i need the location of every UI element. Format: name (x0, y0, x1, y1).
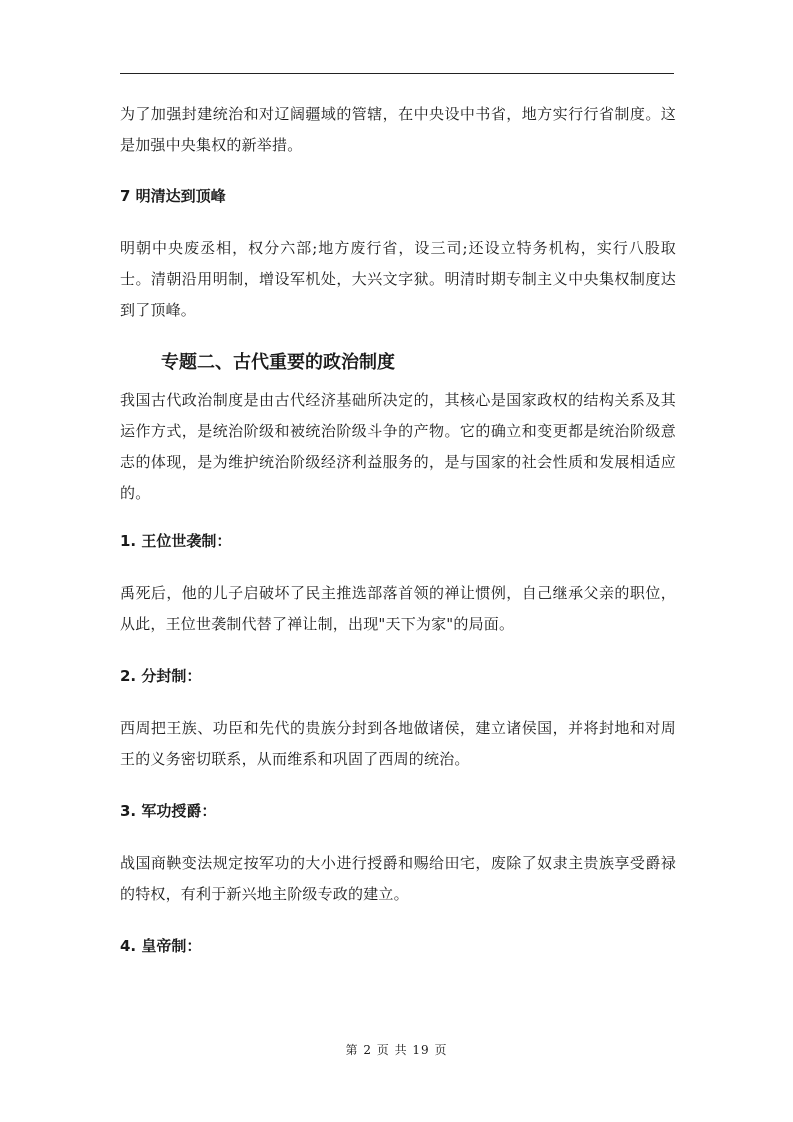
page-number-footer: 第 2 页 共 19 页 (345, 1043, 448, 1057)
paragraph-ming-qing-centralization: 明朝中央废丞相，权分六部;地方废行省，设三司;还设立特务机构，实行八股取士。清朝沿用明制，增设军机处，大兴文字狱。明清时期专制主义中央集权制度达到了顶峰。 (120, 239, 676, 319)
header-rule (120, 73, 674, 74)
heading-enfeoffment: 2. 分封制： (120, 667, 202, 685)
paragraph-hereditary-throne: 禹死后，他的儿子启破坏了民主推选部落首领的禅让惯例，自己继承父亲的职位，从此，王位世袭制代替了禅让制，出现"天下为家"的局面。 (120, 584, 676, 633)
heading-emperor-system: 4. 皇帝制： (120, 937, 202, 955)
paragraph-yuan-province-system: 为了加强封建统治和对辽阔疆域的管辖，在中央设中书省，地方实行行省制度。这是加强中央集权的新举措。 (120, 105, 676, 154)
heading-hereditary-throne: 1. 王位世袭制： (120, 532, 232, 550)
heading-ming-qing-peak: 7 明清达到顶峰 (120, 187, 226, 205)
paragraph-political-system-intro: 我国古代政治制度是由古代经济基础所决定的，其核心是国家政权的结构关系及其运作方式，是统治阶级和被统治阶级斗争的产物。它的确立和变更都是统治阶级意志的体现，是为维护统治阶级经济利益服务的，是与国家的社会性质和发展相适应的。 (120, 391, 676, 502)
paragraph-enfeoffment: 西周把王族、功臣和先代的贵族分封到各地做诸侯，建立诸侯国，并将封地和对周王的义务密切联系，从而维系和巩固了西周的统治。 (120, 719, 676, 768)
section-title-political-systems: 专题二、古代重要的政治制度 (161, 352, 395, 373)
heading-military-merit-titles: 3. 军功授爵： (120, 802, 217, 820)
paragraph-military-merit-titles: 战国商鞅变法规定按军功的大小进行授爵和赐给田宅，废除了奴隶主贵族享受爵禄的特权，有利于新兴地主阶级专政的建立。 (120, 854, 676, 903)
